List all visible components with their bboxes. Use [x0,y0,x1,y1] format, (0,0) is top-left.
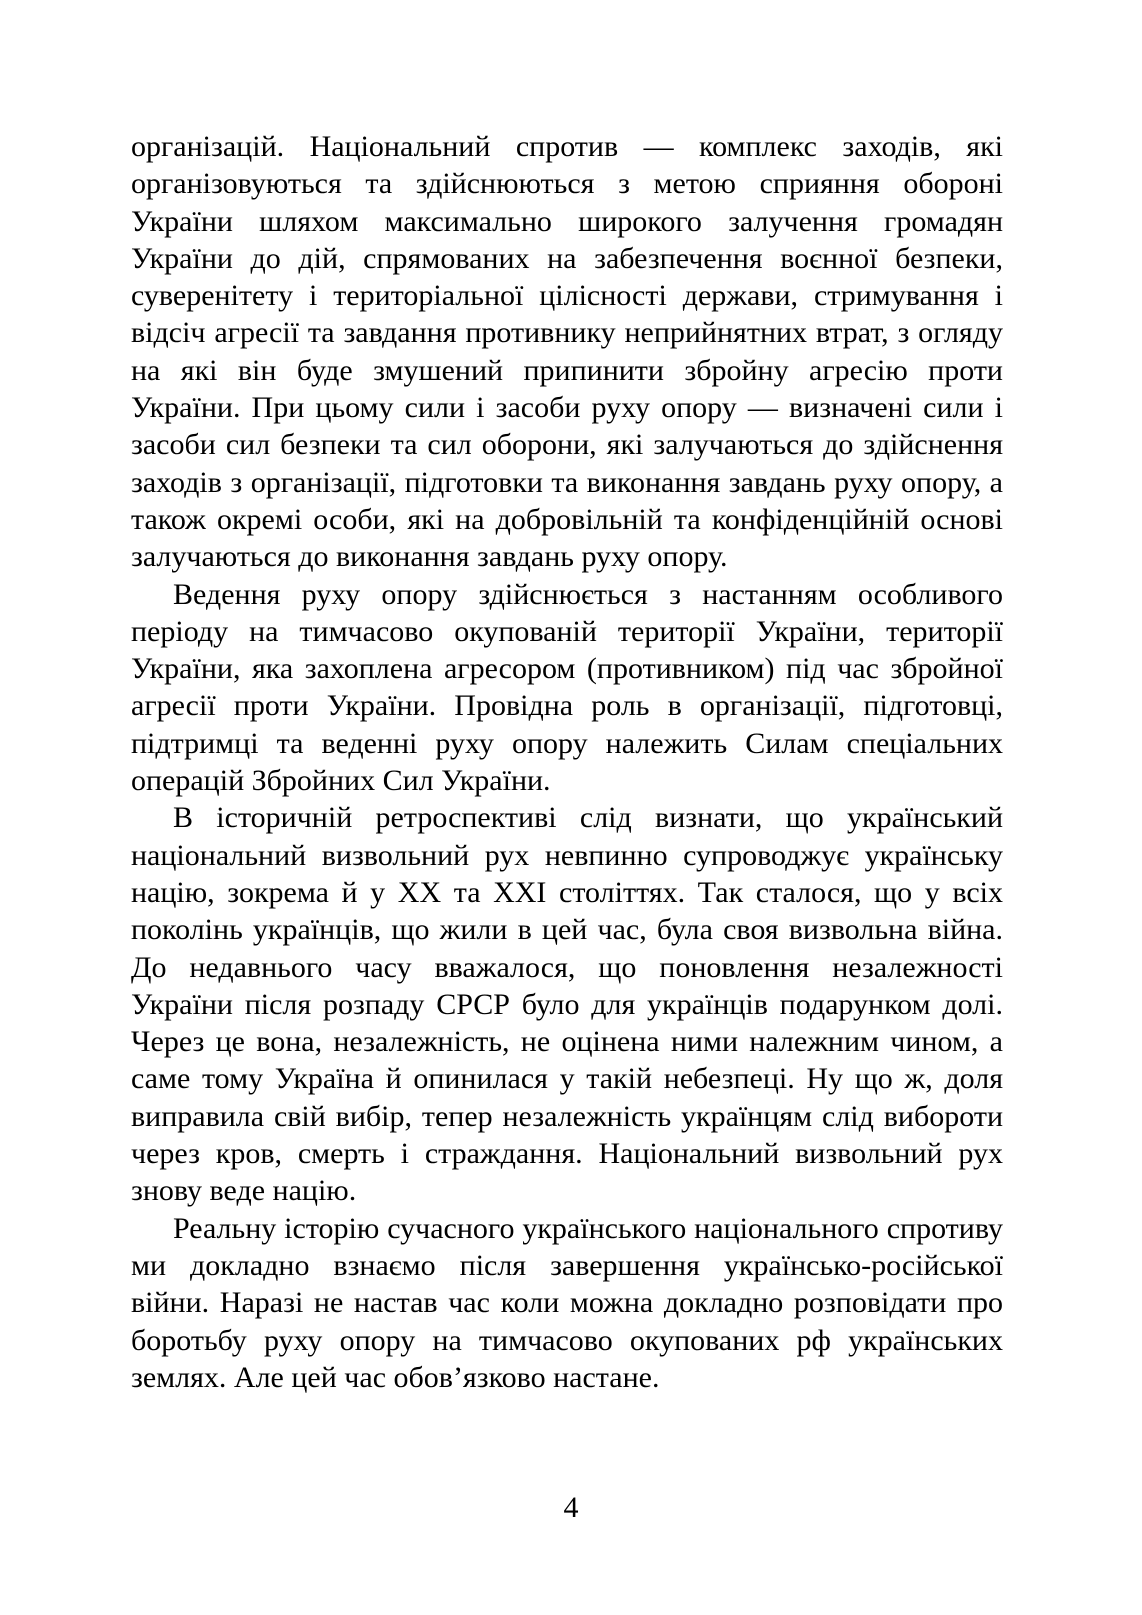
body-text [131,128,1003,1396]
paragraph: В історичній ретроспективі слід визнати, що український національний визвольний рух невпинно супроводжує українську націю, зокрема й у XX та XXI століттях. Так сталося, що у всіх поколінь українців, що жили в цей час, була своя визвольна війна. До недавнього часу вважалося, що поновлення незалежності України після розпаду СРСР було для українців подарунком долі. Через це вона, незалежність, не оцінена ними належним чином, а саме тому Україна й опинилася у такій небезпеці. Ну що ж, доля виправила свій вибір, тепер незалежність українцям слід вибороти через кров, смерть і страждання. Національний визвольний рух знову веде націю. [131,801,1003,1208]
paragraph: Ведення руху опору здійснюється з настанням особливого періоду на тимчасово окупованій території України, території України, яка захоплена агресором (противником) під час збройної агресії проти України. Провідна роль в організації, підготовці, підтримці та веденні руху опору належить Силам спеціальних операцій Збройних Сил України. [131,577,1003,798]
paragraph-continuation: організацій. Національний спротив — комплекс заходів, які організовуються та здійснюються з метою сприяння обороні України шляхом максимально широкого залучення громадян України до дій, спрямованих на забезпечення воєнної безпеки, суверенітету і територіальної цілісності держави, стримування і відсіч агресії та завдання противнику неприйнятних втрат, з огляду на які він буде змушений припинити збройну агресію проти України. При цьому сили і засоби руху опору — визначені сили і засоби сил безпеки та сил оборони, які залучаються до здійснення заходів з організації, підготовки та виконання завдань руху опору, а також окремі особи, які на добровільній та конфіденційній основі залучаються до виконання завдань руху опору. [131,130,1003,574]
paragraph: Реальну історію сучасного українського національного спротиву ми докладно взнаємо після завершення українсько-російської війни. Наразі не настав час коли можна докладно розповідати про боротьбу руху опору на тимчасово окупованих рф українських землях. Але цей час обов’язково настане. [131,1211,1003,1394]
page-number: 4 [563,1491,579,1524]
